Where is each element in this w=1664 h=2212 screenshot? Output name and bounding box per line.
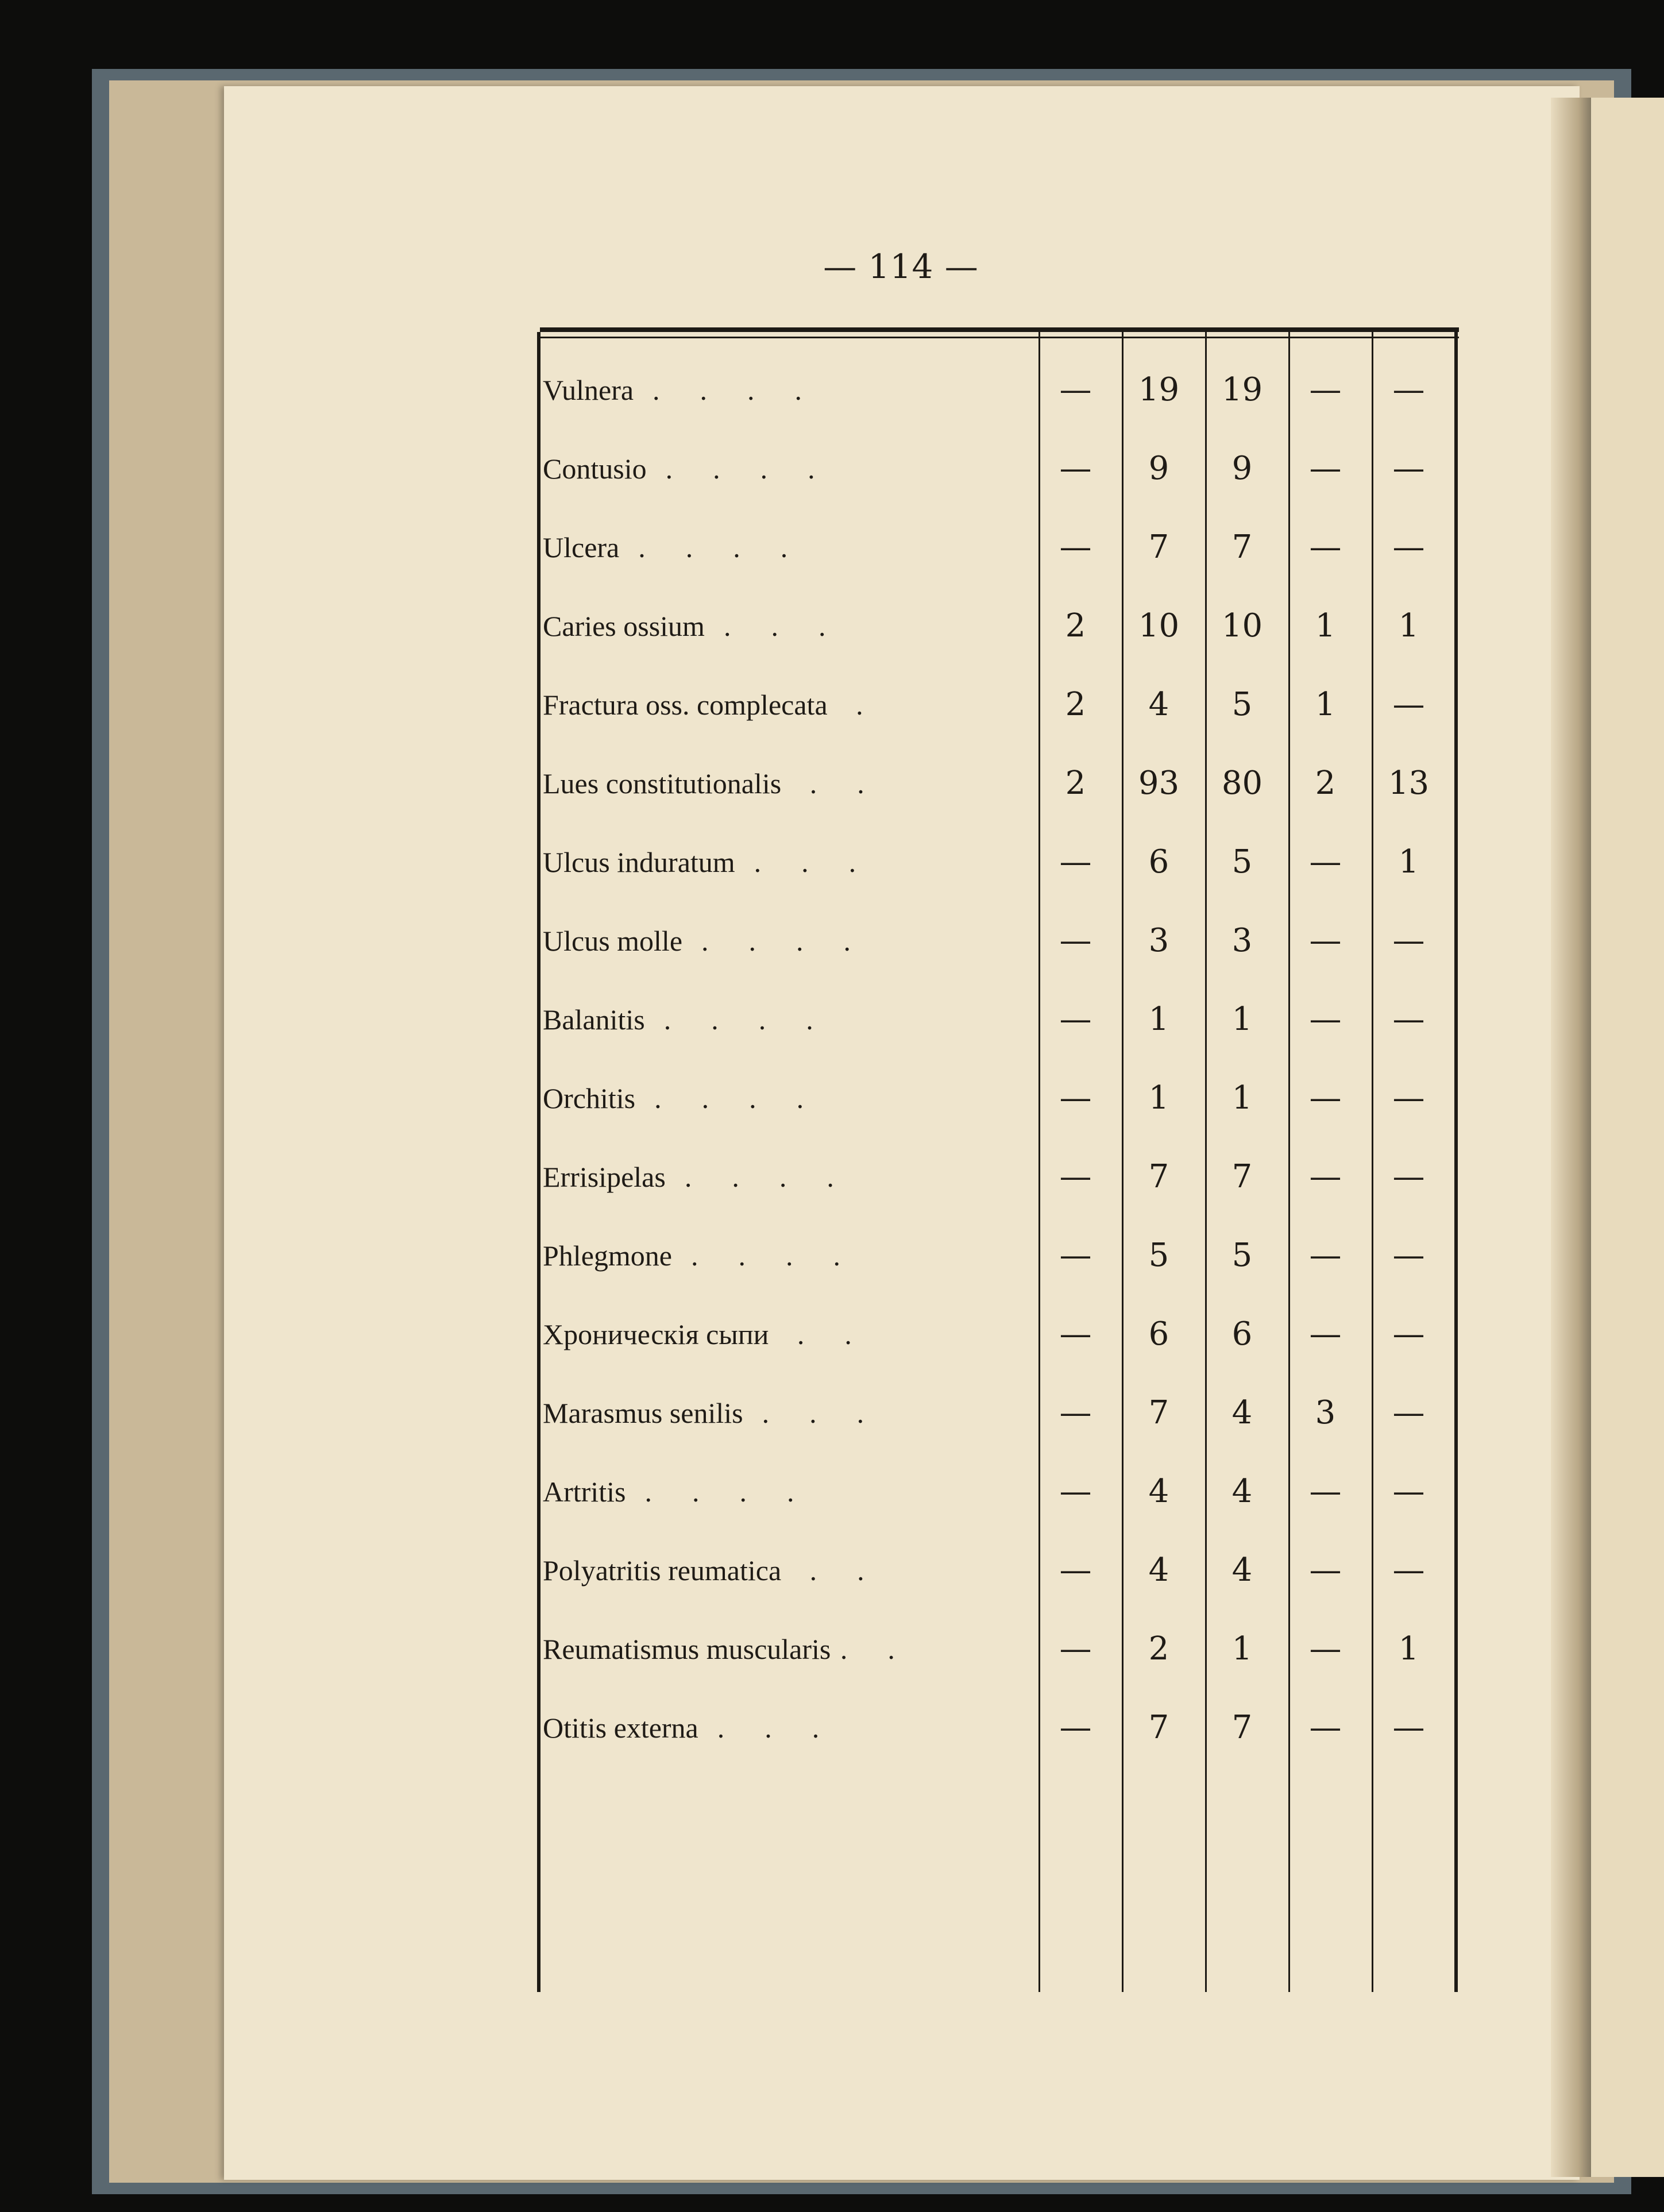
value-cell-col-2: 7	[1148, 528, 1169, 566]
value-cell-col-4: —	[1309, 1709, 1342, 1746]
value-cell-col-2: 4	[1148, 686, 1169, 723]
row-label	[543, 1137, 1034, 1216]
leader-dots: . . . .	[619, 531, 790, 563]
table-left-border	[537, 332, 540, 1992]
value-cell-col-2: 1	[1148, 1079, 1169, 1117]
value-cell-col-4: —	[1309, 1237, 1342, 1274]
table-row	[543, 586, 1450, 665]
value-cell-col-1: 2	[1065, 765, 1086, 802]
table-row	[543, 665, 1450, 744]
row-label	[543, 1688, 1034, 1767]
leader-dots: . .	[781, 767, 867, 800]
value-cell-col-4: —	[1309, 922, 1342, 959]
table-row	[543, 901, 1450, 980]
value-cell-col-5: 1	[1398, 607, 1419, 644]
table-right-border	[1454, 332, 1458, 1992]
value-cell-col-5: —	[1392, 528, 1425, 566]
value-cell-col-3: 6	[1231, 1315, 1253, 1353]
table-row	[543, 1452, 1450, 1531]
disease-name: Ulcus molle	[543, 924, 683, 957]
book-gutter	[1551, 98, 1597, 2177]
value-cell-col-4: —	[1309, 1158, 1342, 1195]
value-cell-col-3: 4	[1231, 1551, 1253, 1589]
page-number: — 114 —	[823, 247, 979, 286]
row-label	[543, 980, 1034, 1059]
value-cell-col-1: —	[1059, 1237, 1092, 1274]
value-cell-col-5: 1	[1398, 843, 1419, 881]
value-cell-col-4: —	[1309, 1001, 1342, 1038]
row-label	[543, 350, 1034, 429]
table-top-rule-thin	[540, 337, 1459, 338]
leader-dots: . . . .	[644, 1003, 816, 1036]
row-label	[543, 744, 1034, 823]
value-cell-col-1: —	[1059, 371, 1092, 408]
value-cell-col-5: —	[1392, 1473, 1425, 1510]
disease-name: Contusio	[543, 452, 647, 485]
disease-name: Otitis externa	[543, 1711, 698, 1744]
value-cell-col-2: 4	[1148, 1551, 1169, 1589]
value-cell-col-5: —	[1392, 1315, 1425, 1353]
disease-name: Reumatismus muscularis	[543, 1632, 831, 1665]
value-cell-col-2: 2	[1148, 1630, 1169, 1667]
row-label	[543, 1373, 1034, 1452]
value-cell-col-2: 6	[1148, 843, 1169, 881]
value-cell-col-2: 7	[1148, 1394, 1169, 1431]
row-label	[543, 508, 1034, 586]
row-label	[543, 823, 1034, 901]
table-row	[543, 1137, 1450, 1216]
value-cell-col-4: 2	[1315, 765, 1336, 802]
value-cell-col-5: 13	[1388, 765, 1430, 802]
value-cell-col-1: —	[1059, 1158, 1092, 1195]
row-label	[543, 1295, 1034, 1373]
value-cell-col-1: —	[1059, 1473, 1092, 1510]
value-cell-col-1: 2	[1065, 686, 1086, 723]
value-cell-col-3: 1	[1231, 1079, 1253, 1117]
row-label	[543, 586, 1034, 665]
disease-name: Orchitis	[543, 1082, 636, 1114]
value-cell-col-1: —	[1059, 1709, 1092, 1746]
value-cell-col-5: —	[1392, 686, 1425, 723]
value-cell-col-4: —	[1309, 371, 1342, 408]
disease-name: Ulcera	[543, 531, 620, 563]
value-cell-col-2: 10	[1138, 607, 1180, 644]
table-row	[543, 1295, 1450, 1373]
leader-dots: . . .	[698, 1711, 822, 1744]
leader-dots: . . . .	[626, 1475, 797, 1508]
table-row	[543, 350, 1450, 429]
value-cell-col-2: 6	[1148, 1315, 1169, 1353]
table-row	[543, 1216, 1450, 1295]
leader-dots: . . . .	[646, 452, 817, 485]
value-cell-col-2: 7	[1148, 1709, 1169, 1746]
leader-dots: . .	[769, 1318, 854, 1350]
value-cell-col-5: —	[1392, 1237, 1425, 1274]
disease-name: Caries ossium	[543, 609, 705, 642]
value-cell-col-5: —	[1392, 1079, 1425, 1117]
value-cell-col-3: 7	[1231, 1158, 1253, 1195]
value-cell-col-4: —	[1309, 843, 1342, 881]
table-row	[543, 1059, 1450, 1137]
value-cell-col-5: 1	[1398, 1630, 1419, 1667]
table-row	[543, 823, 1450, 901]
value-cell-col-5: —	[1392, 371, 1425, 408]
leader-dots: . . . .	[671, 1239, 843, 1272]
value-cell-col-5: —	[1392, 1158, 1425, 1195]
table-row	[543, 429, 1450, 508]
value-cell-col-4: —	[1309, 1630, 1342, 1667]
row-label	[543, 1531, 1034, 1609]
value-cell-col-3: 1	[1231, 1001, 1253, 1038]
value-cell-col-5: —	[1392, 922, 1425, 959]
value-cell-col-1: —	[1059, 1394, 1092, 1431]
row-label	[543, 665, 1034, 744]
disease-name: Vulnera	[543, 373, 634, 406]
value-cell-col-4: —	[1309, 450, 1342, 487]
leader-dots: . . . .	[634, 373, 805, 406]
value-cell-col-1: —	[1059, 1551, 1092, 1589]
value-cell-col-5: —	[1392, 1709, 1425, 1746]
value-cell-col-4: —	[1309, 1079, 1342, 1117]
leader-dots: . . .	[743, 1396, 867, 1429]
value-cell-col-3: 3	[1231, 922, 1253, 959]
row-label	[543, 1609, 1034, 1688]
row-label	[543, 429, 1034, 508]
leader-dots: .	[827, 688, 866, 721]
leader-dots: . . . .	[665, 1160, 836, 1193]
leader-dots: . . .	[704, 609, 828, 642]
value-cell-col-3: 9	[1231, 450, 1253, 487]
row-label	[543, 1216, 1034, 1295]
leader-dots: . . .	[735, 846, 859, 878]
table-row	[543, 1531, 1450, 1609]
value-cell-col-3: 7	[1231, 1709, 1253, 1746]
value-cell-col-4: —	[1309, 528, 1342, 566]
disease-name: Balanitis	[543, 1003, 645, 1036]
value-cell-col-1: —	[1059, 1001, 1092, 1038]
value-cell-col-5: —	[1392, 1394, 1425, 1431]
row-label	[543, 1059, 1034, 1137]
disease-name: Marasmus senilis	[543, 1396, 743, 1429]
disease-name: Lues constitutionalis	[543, 767, 782, 800]
disease-name: Ulcus induratum	[543, 846, 735, 878]
table-row	[543, 744, 1450, 823]
value-cell-col-1: 2	[1065, 607, 1086, 644]
value-cell-col-5: —	[1392, 1001, 1425, 1038]
leader-dots: . . . .	[682, 924, 854, 957]
facing-page-edge	[1591, 98, 1664, 2177]
disease-name: Хроническія сыпи	[543, 1318, 769, 1350]
value-cell-col-5: —	[1392, 1551, 1425, 1589]
disease-name: Errisipelas	[543, 1160, 666, 1193]
value-cell-col-3: 19	[1221, 371, 1263, 408]
row-label	[543, 1452, 1034, 1531]
value-cell-col-2: 3	[1148, 922, 1169, 959]
value-cell-col-1: —	[1059, 1079, 1092, 1117]
value-cell-col-2: 19	[1138, 371, 1180, 408]
value-cell-col-2: 93	[1138, 765, 1180, 802]
value-cell-col-1: —	[1059, 922, 1092, 959]
value-cell-col-1: —	[1059, 1630, 1092, 1667]
leader-dots: . . . .	[635, 1082, 806, 1114]
value-cell-col-3: 1	[1231, 1630, 1253, 1667]
value-cell-col-3: 10	[1221, 607, 1263, 644]
value-cell-col-2: 5	[1148, 1237, 1169, 1274]
value-cell-col-3: 5	[1231, 843, 1253, 881]
table-row	[543, 1609, 1450, 1688]
table-row	[543, 1373, 1450, 1452]
value-cell-col-4: —	[1309, 1315, 1342, 1353]
value-cell-col-3: 5	[1231, 1237, 1253, 1274]
disease-name: Fractura oss. complecata	[543, 688, 828, 721]
value-cell-col-4: 3	[1315, 1394, 1336, 1431]
value-cell-col-3: 4	[1231, 1394, 1253, 1431]
table-row	[543, 508, 1450, 586]
disease-statistics-table	[543, 350, 1450, 1767]
value-cell-col-4: 1	[1315, 686, 1336, 723]
value-cell-col-1: —	[1059, 528, 1092, 566]
row-label	[543, 901, 1034, 980]
table-top-rule	[540, 327, 1459, 332]
value-cell-col-2: 7	[1148, 1158, 1169, 1195]
value-cell-col-2: 9	[1148, 450, 1169, 487]
value-cell-col-4: —	[1309, 1551, 1342, 1589]
disease-name: Artritis	[543, 1475, 626, 1508]
value-cell-col-3: 4	[1231, 1473, 1253, 1510]
value-cell-col-1: —	[1059, 1315, 1092, 1353]
value-cell-col-1: —	[1059, 450, 1092, 487]
value-cell-col-2: 4	[1148, 1473, 1169, 1510]
disease-name: Polyatritis reumatica	[543, 1554, 782, 1586]
value-cell-col-4: 1	[1315, 607, 1336, 644]
value-cell-col-3: 7	[1231, 528, 1253, 566]
leader-dots: . .	[781, 1554, 867, 1586]
value-cell-col-3: 80	[1221, 765, 1263, 802]
table-row	[543, 980, 1450, 1059]
value-cell-col-5: —	[1392, 450, 1425, 487]
value-cell-col-4: —	[1309, 1473, 1342, 1510]
value-cell-col-2: 1	[1148, 1001, 1169, 1038]
table-row	[543, 1688, 1450, 1767]
disease-name: Phlegmone	[543, 1239, 672, 1272]
leader-dots: . .	[831, 1632, 897, 1665]
value-cell-col-3: 5	[1231, 686, 1253, 723]
value-cell-col-1: —	[1059, 843, 1092, 881]
